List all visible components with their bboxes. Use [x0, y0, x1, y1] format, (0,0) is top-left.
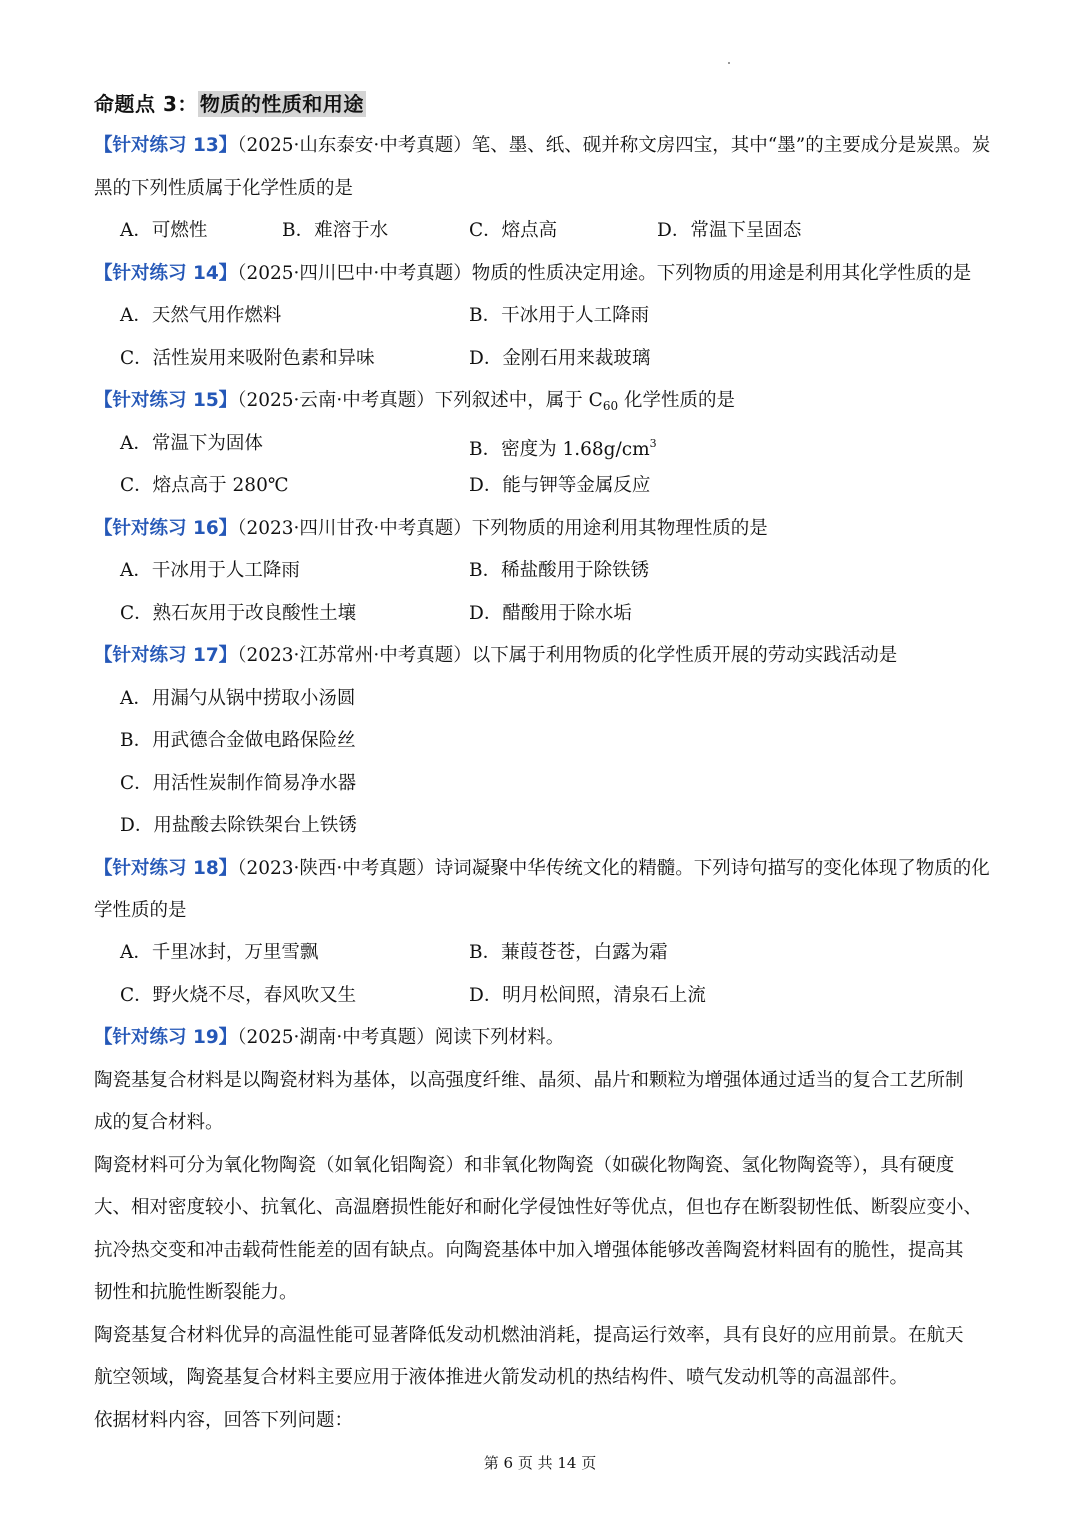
- q14-option-a: A．天然气用作燃料: [120, 305, 282, 326]
- q16-tag: 【针对练习 16】: [94, 518, 238, 539]
- q13-option-a: A．可燃性: [120, 220, 208, 241]
- q19-para2-line2: 大、相对密度较小、抗氧化、高温磨损性能好和耐化学侵蚀性好等优点，但也存在断裂韧性低、断裂应变小、: [94, 1197, 983, 1218]
- page-footer: 第 6 页 共 14 页: [483, 1454, 597, 1472]
- q13-text: （2025·山东泰安·中考真题）笔、墨、纸、砚并称文房四宝，其中“墨”的主要成分是炭黑。炭: [237, 135, 991, 156]
- q19-para4-line1: 依据材料内容，回答下列问题：: [94, 1410, 354, 1431]
- q19-para2-line1: 陶瓷材料可分为氧化物陶瓷（如氧化铝陶瓷）和非氧化物陶瓷（如碳化物陶瓷、氢化物陶瓷等），具有硬度: [94, 1155, 955, 1176]
- q15-option-b-text: B．密度为 1.68g/cm: [469, 439, 650, 460]
- q19-tag: 【针对练习 19】: [94, 1027, 238, 1048]
- q19-para3-line1: 陶瓷基复合材料优异的高温性能可显著降低发动机燃油消耗，提高运行效率，具有良好的应用前景。在航天: [94, 1325, 964, 1346]
- q13-stem-line2: 黑的下列性质属于化学性质的是: [94, 178, 354, 199]
- q18-option-c: C．野火烧不尽，春风吹又生: [120, 985, 357, 1006]
- q16-text: （2023·四川甘孜·中考真题）下列物质的用途利用其物理性质的是: [237, 518, 768, 539]
- q15-subscript: 60: [602, 399, 619, 413]
- q15-option-b: [469, 431, 657, 463]
- q13-tag: 【针对练习 13】: [94, 135, 238, 156]
- q13-option-c: C．熔点高: [469, 220, 558, 241]
- q15-stem-line1: [94, 388, 735, 419]
- section-prefix: 命题点 3：: [94, 92, 198, 116]
- q17-option-c: C．用活性炭制作简易净水器: [120, 773, 357, 794]
- q14-text: （2025·四川巴中·中考真题）物质的性质决定用途。下列物质的用途是利用其化学性质的是: [237, 263, 972, 284]
- q17-option-b: B．用武德合金做电路保险丝: [120, 730, 356, 751]
- q18-stem-line1: [94, 856, 990, 882]
- section-heading: [94, 88, 366, 117]
- q15-superscript: 3: [649, 437, 657, 450]
- q18-tag: 【针对练习 18】: [94, 858, 238, 879]
- q19-para2-line4: 韧性和抗脆性断裂能力。: [94, 1282, 298, 1303]
- q16-option-a: A．干冰用于人工降雨: [120, 560, 300, 581]
- q18-option-b: B．蒹葭苍苍，白露为霜: [469, 942, 668, 963]
- scan-dot: [728, 62, 730, 64]
- section-title: 物质的性质和用途: [199, 92, 364, 116]
- q15-tag: 【针对练习 15】: [94, 390, 238, 411]
- q19-para2-line3: 抗冷热交变和冲击载荷性能差的固有缺点。向陶瓷基体中加入增强体能够改善陶瓷材料固有的脆性，提高其: [94, 1240, 964, 1261]
- q14-option-c: C．活性炭用来吸附色素和异味: [120, 348, 375, 369]
- q17-text: （2023·江苏常州·中考真题）以下属于利用物质的化学性质开展的劳动实践活动是: [237, 645, 898, 666]
- q15-option-a: A．常温下为固体: [120, 433, 263, 454]
- q15-text: （2025·云南·中考真题）下列叙述中，属于 C: [237, 390, 603, 411]
- q18-stem-line2: 学性质的是: [94, 900, 187, 921]
- q19-stem-line1: [94, 1025, 564, 1051]
- q18-option-d: D．明月松间照，清泉石上流: [469, 985, 706, 1006]
- q17-tag: 【针对练习 17】: [94, 645, 238, 666]
- q16-option-d: D．醋酸用于除水垢: [469, 603, 632, 624]
- q16-option-c: C．熟石灰用于改良酸性土壤: [120, 603, 357, 624]
- q14-stem-line1: [94, 261, 971, 287]
- q15-option-d: D．能与钾等金属反应: [469, 475, 651, 496]
- q14-option-d: D．金刚石用来裁玻璃: [469, 348, 651, 369]
- q19-para1-line1: 陶瓷基复合材料是以陶瓷材料为基体，以高强度纤维、晶须、晶片和颗粒为增强体通过适当的复合工艺所制: [94, 1070, 964, 1091]
- q13-option-b: B．难溶于水: [282, 220, 389, 241]
- q13-option-d: D．常温下呈固态: [657, 220, 802, 241]
- q15-option-c: C．熔点高于 280℃: [120, 475, 289, 496]
- q14-tag: 【针对练习 14】: [94, 263, 238, 284]
- q19-para3-line2: 航空领域，陶瓷基复合材料主要应用于液体推进火箭发动机的热结构件、喷气发动机等的高温部件。: [94, 1367, 909, 1388]
- q17-stem-line1: [94, 643, 897, 669]
- q19-para1-line2: 成的复合材料。: [94, 1112, 224, 1133]
- q18-text: （2023·陕西·中考真题）诗词凝聚中华传统文化的精髓。下列诗句描写的变化体现了物质的化: [237, 858, 990, 879]
- q16-option-b: B．稀盐酸用于除铁锈: [469, 560, 650, 581]
- q16-stem-line1: [94, 516, 768, 542]
- q17-option-a: A．用漏勺从锅中捞取小汤圆: [120, 688, 356, 709]
- q15-text-end: 化学性质的是: [618, 390, 735, 411]
- q13-stem-line1: [94, 133, 990, 159]
- q17-option-d: D．用盐酸去除铁架台上铁锈: [120, 815, 357, 836]
- q14-option-b: B．干冰用于人工降雨: [469, 305, 650, 326]
- q18-option-a: A．千里冰封，万里雪飘: [120, 942, 319, 963]
- q19-text: （2025·湖南·中考真题）阅读下列材料。: [237, 1027, 565, 1048]
